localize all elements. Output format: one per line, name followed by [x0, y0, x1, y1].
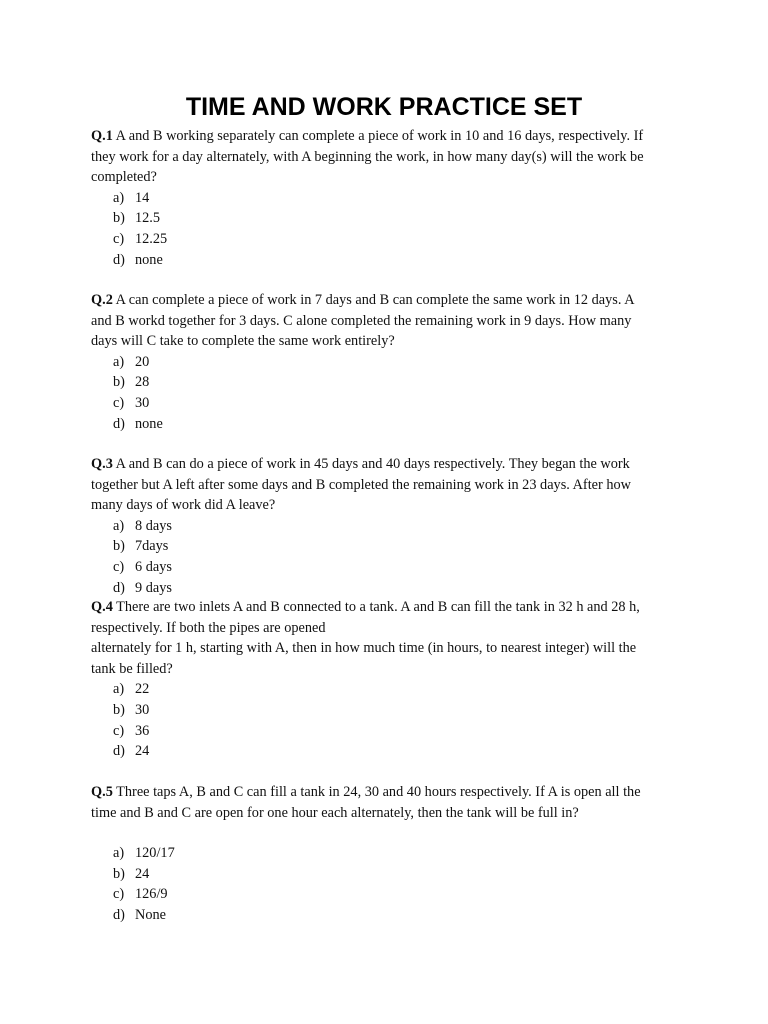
option-text: none [135, 251, 163, 268]
question-3-option-b [91, 536, 681, 557]
question-1-stem [91, 126, 681, 188]
question-4-options [91, 679, 681, 761]
option-letter: a) [113, 353, 125, 370]
option-text: 14 [135, 189, 150, 206]
option-text: 24 [135, 743, 150, 760]
option-text: 28 [135, 374, 150, 391]
question-2-stem [91, 290, 681, 352]
question-1-option-d [91, 250, 681, 271]
question-4-option-b [91, 700, 681, 721]
question-3-line-3: many days of work did A leave? [91, 497, 276, 514]
question-2-option-d [91, 414, 681, 435]
question-4-line-4: tank be filled? [91, 660, 173, 677]
option-text: 9 days [135, 579, 172, 596]
question-5-option-c [91, 884, 681, 905]
question-3-option-c [91, 557, 681, 578]
question-5-line-2: time and B and C are open for one hour each alternately, then the tank will be full in? [91, 804, 579, 821]
option-letter: c) [113, 558, 125, 575]
question-1-options [91, 188, 681, 270]
question-1-number: Q.1 [91, 128, 113, 144]
question-4-line-3: alternately for 1 h, starting with A, then in how much time (in hours, to nearest integer) will the [91, 640, 637, 657]
option-letter: a) [113, 845, 125, 862]
option-letter: c) [113, 886, 125, 903]
question-2-number: Q.2 [91, 292, 113, 308]
question-4-line-2: respectively. If both the pipes are opened [91, 619, 326, 636]
option-letter: a) [113, 189, 125, 206]
question-5-number: Q.5 [91, 784, 113, 800]
question-3-number: Q.3 [91, 456, 113, 472]
question-4-option-d [91, 741, 681, 762]
question-2-line-1-text: A can complete a piece of work in 7 days and B can complete the same work in 12 days. A [115, 292, 635, 308]
question-1 [91, 126, 681, 270]
question-1-line-1 [91, 126, 681, 147]
option-text: none [135, 415, 163, 432]
question-1-line-2: they work for a day alternately, with A beginning the work, in how many day(s) will the work be [91, 148, 644, 165]
option-text: 8 days [135, 517, 172, 534]
option-text: None [135, 906, 166, 923]
option-text: 120/17 [135, 845, 175, 862]
question-3-options [91, 516, 681, 598]
option-letter: d) [113, 906, 125, 923]
option-text: 6 days [135, 558, 172, 575]
question-2-option-c [91, 393, 681, 414]
question-4-option-a [91, 679, 681, 700]
question-5-option-b [91, 864, 681, 885]
option-text: 36 [135, 722, 150, 739]
option-letter: d) [113, 251, 125, 268]
option-letter: d) [113, 743, 125, 760]
question-3-option-a [91, 516, 681, 537]
question-5 [91, 782, 681, 926]
option-text: 126/9 [135, 886, 168, 903]
question-2-line-1 [91, 290, 681, 311]
question-1-line-3: completed? [91, 169, 157, 186]
option-text: 12.5 [135, 210, 161, 227]
option-letter: b) [113, 538, 125, 555]
question-2-option-b [91, 372, 681, 393]
question-3-line-1 [91, 454, 681, 475]
option-text: 30 [135, 701, 150, 718]
question-4-line-1 [91, 597, 681, 618]
option-letter: d) [113, 579, 125, 596]
question-3-option-d [91, 578, 681, 599]
option-letter: b) [113, 701, 125, 718]
option-letter: a) [113, 681, 125, 698]
question-1-line-1-text: A and B working separately can complete a piece of work in 10 and 16 days, respectively. If [115, 128, 644, 144]
option-text: 12.25 [135, 230, 168, 247]
question-5-option-d [91, 905, 681, 926]
question-5-options [91, 843, 681, 925]
option-letter: c) [113, 394, 125, 411]
option-letter: c) [113, 230, 125, 247]
question-4 [91, 597, 681, 762]
question-3-stem [91, 454, 681, 516]
question-4-line-1-text: There are two inlets A and B connected to a tank. A and B can fill the tank in 32 h and 28 h, [116, 599, 640, 615]
question-2-line-2: and B workd together for 3 days. C alone completed the remaining work in 9 days. How many [91, 312, 632, 329]
question-2-options [91, 352, 681, 434]
option-text: 7days [135, 538, 169, 555]
option-letter: d) [113, 415, 125, 432]
question-1-option-b [91, 208, 681, 229]
question-4-option-c [91, 721, 681, 742]
option-text: 24 [135, 865, 150, 882]
question-1-option-a [91, 188, 681, 209]
question-5-line-1-text: Three taps A, B and C can fill a tank in 24, 30 and 40 hours respectively. If A is open all the [116, 784, 641, 800]
option-letter: c) [113, 722, 125, 739]
option-text: 22 [135, 681, 150, 698]
question-2 [91, 290, 681, 434]
option-letter: b) [113, 865, 125, 882]
option-letter: b) [113, 210, 125, 227]
question-3-line-2: together but A left after some days and B completed the remaining work in 23 days. After how [91, 476, 631, 493]
question-2-option-a [91, 352, 681, 373]
option-text: 30 [135, 394, 150, 411]
question-3 [91, 454, 681, 598]
question-2-line-3: days will C take to complete the same work entirely? [91, 333, 395, 350]
option-text: 20 [135, 353, 150, 370]
option-letter: b) [113, 374, 125, 391]
question-3-line-1-text: A and B can do a piece of work in 45 days and 40 days respectively. They began the work [115, 456, 630, 472]
question-4-stem [91, 597, 681, 679]
question-4-number: Q.4 [91, 599, 113, 615]
question-5-stem [91, 782, 681, 823]
option-letter: a) [113, 517, 125, 534]
question-5-line-1 [91, 782, 681, 803]
page-title: TIME AND WORK PRACTICE SET [185, 93, 583, 121]
question-1-option-c [91, 229, 681, 250]
question-5-option-a [91, 843, 681, 864]
